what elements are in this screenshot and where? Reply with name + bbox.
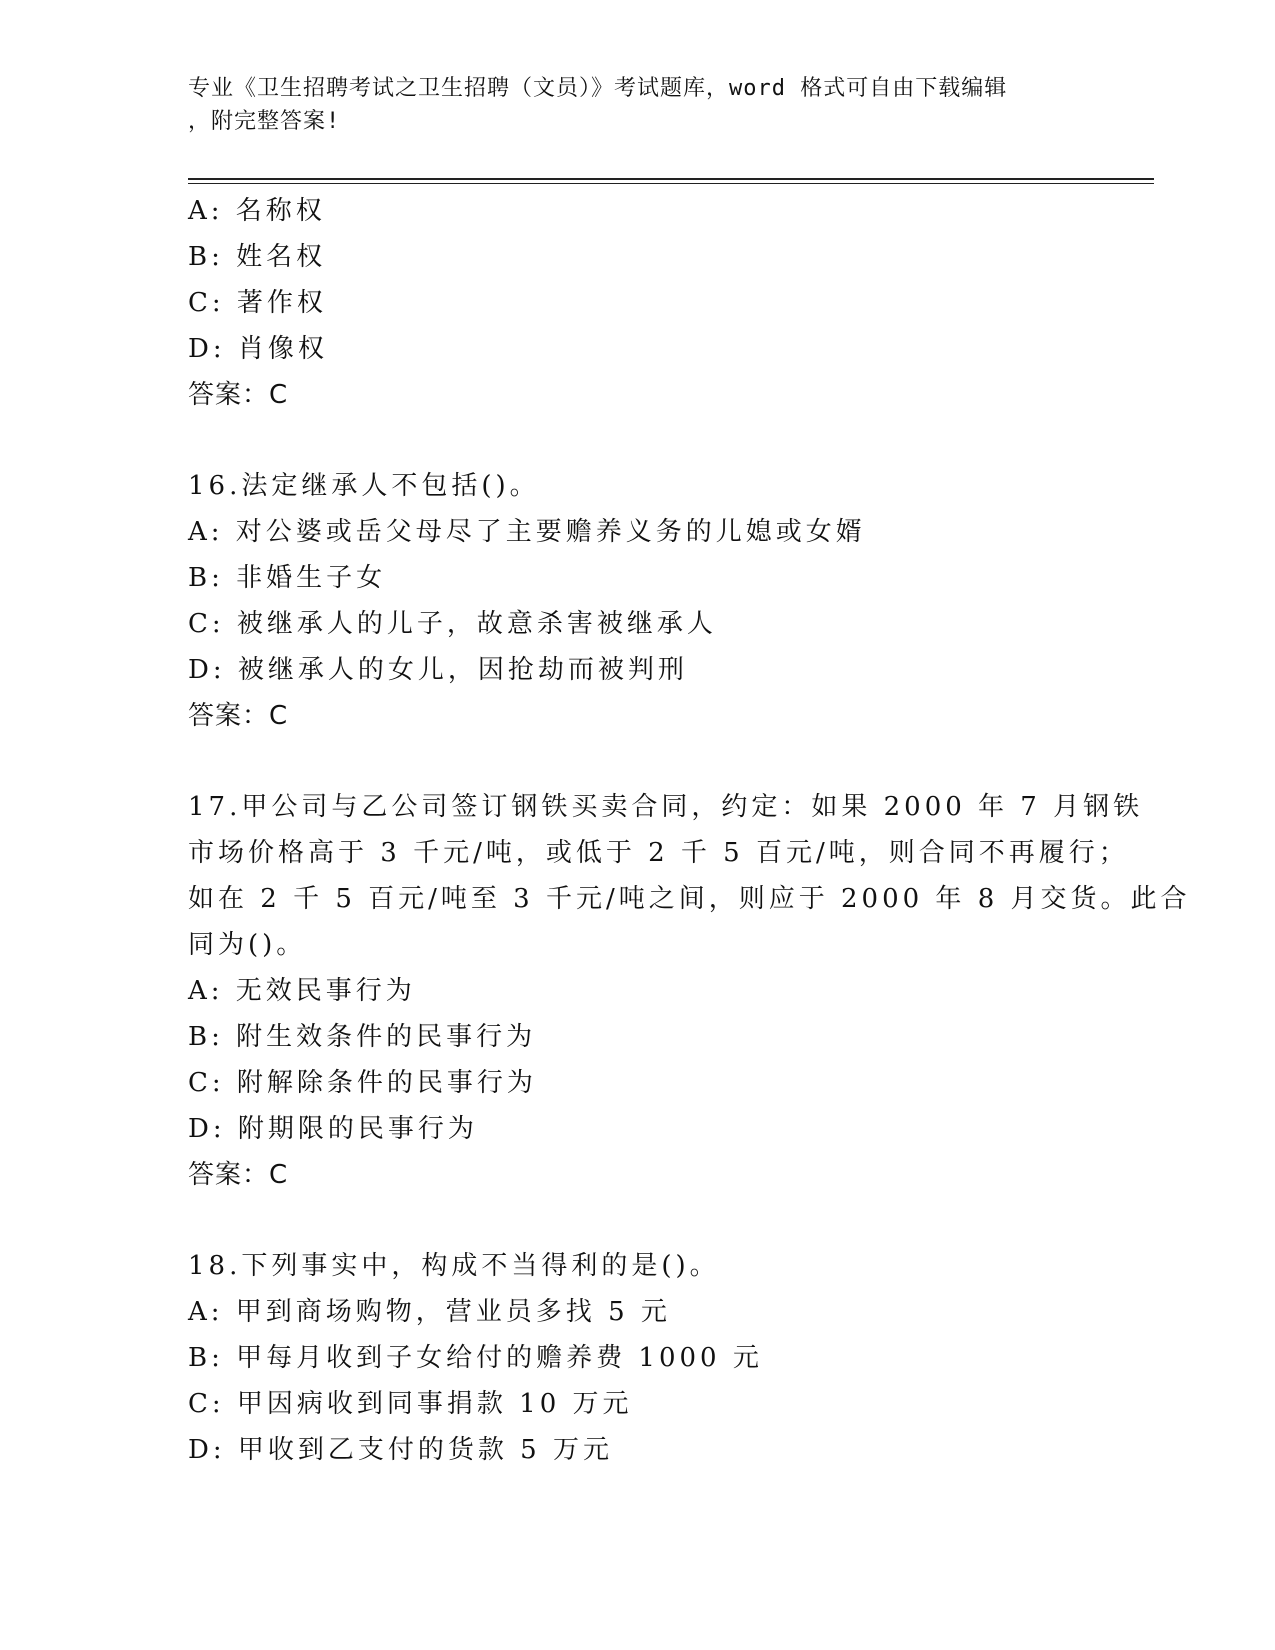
option-d: D: 附期限的民事行为	[188, 1114, 478, 1144]
question-18	[188, 1243, 1088, 1473]
option-b: B: 非婚生子女	[188, 563, 387, 593]
document-header	[188, 72, 1088, 138]
question-17	[188, 784, 1191, 1198]
question-text	[188, 784, 1191, 968]
question-text-line: 如在 2 千 5 百元/吨至 3 千元/吨之间，则应于 2000 年 8 月交货。此合	[188, 884, 1191, 914]
option-c: C: 被继承人的儿子，故意杀害被继承人	[188, 609, 717, 639]
option-b: B: 姓名权	[188, 242, 327, 272]
option-d: D: 被继承人的女儿，因抢劫而被判刑	[188, 655, 688, 685]
question-text: 18.下列事实中，构成不当得利的是()。	[188, 1251, 720, 1281]
answer-line: 答案：C	[188, 1160, 289, 1190]
option-d: D: 肖像权	[188, 334, 328, 364]
option-b: B: 甲每月收到子女给付的赡养费 1000 元	[188, 1343, 763, 1373]
question-15	[188, 188, 1088, 418]
option-a: A: 对公婆或岳父母尽了主要赡养义务的儿媳或女婿	[188, 517, 866, 547]
header-divider-thick	[188, 178, 1154, 180]
option-a: A: 名称权	[188, 196, 326, 226]
option-d: D: 甲收到乙支付的货款 5 万元	[188, 1435, 613, 1465]
question-text-line: 市场价格高于 3 千元/吨，或低于 2 千 5 百元/吨，则合同不再履行；	[188, 838, 1129, 868]
option-b: B: 附生效条件的民事行为	[188, 1022, 537, 1052]
answer-line: 答案：C	[188, 701, 289, 731]
answer-line: 答案：C	[188, 380, 289, 410]
header-divider-thin	[188, 183, 1154, 184]
option-c: C: 甲因病收到同事捐款 10 万元	[188, 1389, 633, 1419]
question-text-line: 17.甲公司与乙公司签订钢铁买卖合同，约定：如果 2000 年 7 月钢铁	[188, 792, 1144, 822]
question-list	[188, 188, 1191, 1473]
question-text: 16.法定继承人不包括()。	[188, 471, 540, 501]
option-c: C: 著作权	[188, 288, 327, 318]
header-line-2: ，附完整答案!	[188, 109, 341, 134]
option-a: A: 甲到商场购物，营业员多找 5 元	[188, 1297, 671, 1327]
question-text-line: 同为()。	[188, 930, 307, 960]
option-a: A: 无效民事行为	[188, 976, 416, 1006]
question-16	[188, 463, 1088, 739]
option-c: C: 附解除条件的民事行为	[188, 1068, 537, 1098]
header-line-1: 专业《卫生招聘考试之卫生招聘（文员）》考试题库，word 格式可自由下载编辑	[188, 76, 1008, 101]
